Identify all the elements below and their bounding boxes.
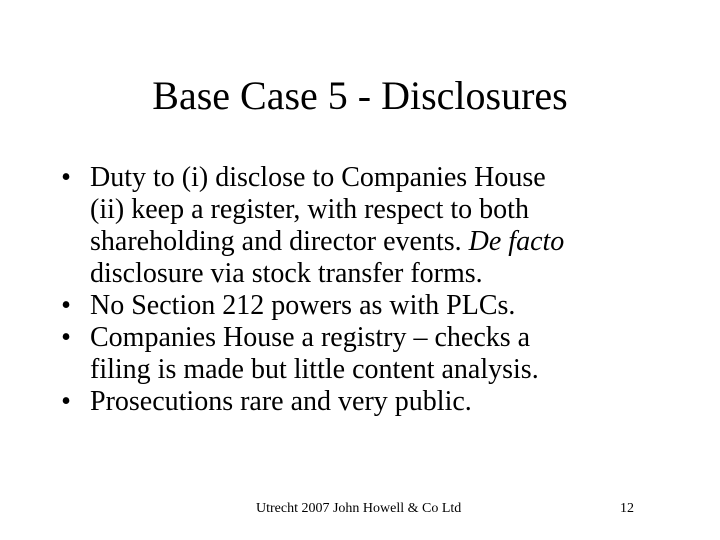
bullet-text: No Section 212 powers as with PLCs. xyxy=(90,290,516,321)
footer-text: Utrecht 2007 John Howell & Co Ltd xyxy=(256,501,462,516)
bullet-mark: • xyxy=(61,322,71,353)
bullet-text: shareholding and director events. xyxy=(90,226,469,257)
bullet-mark: • xyxy=(61,290,71,321)
bullet-mark: • xyxy=(61,386,71,417)
bullet-line xyxy=(90,162,656,194)
bullet-text: Prosecutions rare and very public. xyxy=(90,386,472,417)
bullet-line xyxy=(90,194,656,226)
bullet-item xyxy=(56,386,656,418)
slide-footer xyxy=(0,499,720,519)
bullet-text: disclosure via stock transfer forms. xyxy=(90,258,483,289)
bullet-line xyxy=(90,226,656,258)
bullet-item xyxy=(56,290,656,322)
slide-title: Base Case 5 - Disclosures xyxy=(152,73,568,118)
bullet-line xyxy=(90,258,656,290)
bullet-emphasis: De facto xyxy=(468,226,565,257)
bullet-item xyxy=(56,162,656,290)
bullet-text: Companies House a registry – checks a xyxy=(90,322,531,353)
bullet-text: Duty to (i) disclose to Companies House xyxy=(90,162,546,193)
bullet-text: filing is made but little content analysis. xyxy=(90,354,539,385)
bullet-line xyxy=(90,354,656,386)
bullet-line xyxy=(90,386,656,418)
bullet-item xyxy=(56,322,656,386)
bullet-mark: • xyxy=(61,162,71,193)
bullet-text: (ii) keep a register, with respect to both xyxy=(90,194,529,225)
bullet-list xyxy=(56,162,656,418)
bullet-line xyxy=(90,322,656,354)
bullet-line xyxy=(90,290,656,322)
slide-number: 12 xyxy=(620,501,634,516)
